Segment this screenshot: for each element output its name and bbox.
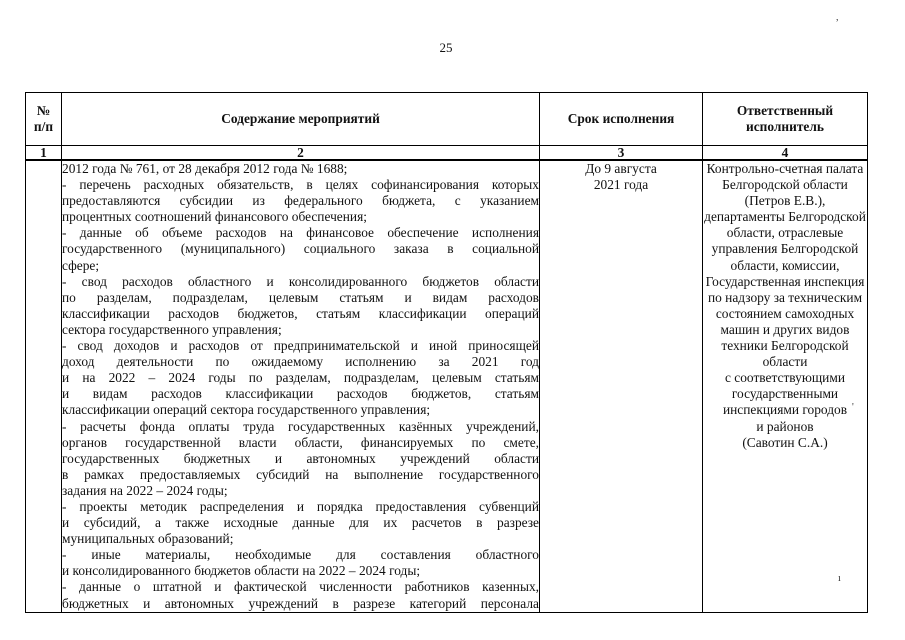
content-line: в рамках предоставляемых субсидий на выполнение государственного: [62, 466, 539, 482]
content-line: и видам расходов классификации расходов бюджетов, статьям: [62, 386, 539, 402]
responsible-line: управления Белгородской: [711, 241, 859, 257]
content-line: государственного (муниципального) социального заказа в социальной: [62, 241, 539, 257]
content-line: и на 2022 – 2024 годы по разделам, подразделам, целевым статьям: [62, 370, 539, 386]
scan-speck: ,: [836, 12, 839, 23]
responsible-cell: [703, 160, 868, 612]
content-line: - свод расходов областного и консолидированного бюджетов области: [62, 273, 539, 289]
content-line: задания на 2022 – 2024 годы;: [62, 482, 228, 498]
column-number: 3: [540, 146, 703, 161]
scan-speck: ı: [838, 573, 841, 584]
responsible-line: области, отраслевые: [726, 225, 844, 241]
content-line: - свод доходов и расходов от предпринимательской и иной приносящей: [62, 338, 539, 354]
header-num-line-1: №: [36, 103, 51, 118]
content-line: и консолидированного бюджетов области на 2022 – 2024 годы;: [62, 563, 421, 579]
content-line: бюджетных и автономных учреждений в разрезе категорий персонала: [62, 595, 539, 611]
scan-speck: ': [852, 402, 854, 413]
responsible-line: (Савотин С.А.): [742, 434, 828, 450]
row-number-cell: [26, 160, 62, 612]
responsible-line: государственными: [731, 386, 839, 402]
responsible-line: по надзору за техническим: [707, 289, 863, 305]
content-line: органов государственной власти области, финансируемых по смете,: [62, 434, 539, 450]
deadline-line: 2021 года: [593, 177, 649, 193]
header-content: Содержание мероприятий: [62, 93, 540, 146]
content-line: сфере;: [62, 257, 100, 273]
content-line: - иные материалы, необходимые для составления областного: [62, 547, 539, 563]
content-line: 2012 года № 761, от 28 декабря 2012 года № 1688;: [62, 161, 348, 176]
header-num-line-2: п/п: [33, 119, 54, 134]
responsible-line: с соответствующими: [725, 370, 845, 386]
header-responsible-line-1: Ответственный: [736, 103, 834, 118]
events-table: [25, 92, 868, 613]
page-number: 25: [439, 40, 453, 55]
content-line: предоставляются субсидии из федерального бюджета, с указанием: [62, 193, 539, 209]
responsible-line: Контрольно-счетная палата: [706, 161, 864, 176]
content-line: - проекты методик распределения и порядка предоставления субвенций: [62, 498, 539, 514]
content-line: - перечень расходных обязательств, в целях софинансирования которых: [62, 177, 539, 193]
responsible-line: состоянием самоходных: [715, 305, 855, 321]
content-line: - данные об объеме расходов на финансовое обеспечение исполнения: [62, 225, 539, 241]
responsible-line: Государственная инспекция: [705, 273, 865, 289]
responsible-line: (Петров Е.В.),: [744, 193, 826, 209]
content-line: классификации расходов бюджетов, статьям классификации операций: [62, 305, 539, 321]
header-num: [26, 93, 62, 146]
deadline-line: До 9 августа: [585, 161, 657, 176]
content-line: сектора государственного управления;: [62, 321, 282, 337]
header-row: [26, 93, 868, 146]
content-line: государственных бюджетных и автономных учреждений области: [62, 450, 539, 466]
responsible-line: техники Белгородской: [721, 338, 849, 354]
column-number: 1: [26, 146, 62, 161]
responsible-line: и районов: [756, 418, 814, 434]
responsible-line: области, комиссии,: [730, 257, 840, 273]
header-deadline: Срок исполнения: [540, 93, 703, 146]
content-line: по разделам, подразделам, целевым статьям и видам расходов: [62, 289, 539, 305]
content-line: доход деятельности по ожидаемому исполнению за 2021 год: [62, 354, 539, 370]
content-line: классификации операций сектора государственного управления;: [62, 402, 431, 418]
column-number: 2: [62, 146, 540, 161]
content-line: - расчеты фонда оплаты труда государственных казённых учреждений,: [62, 418, 539, 434]
content-line: муниципальных образований;: [62, 531, 234, 547]
column-number-row: [26, 146, 868, 161]
responsible-line: Белгородской области: [722, 177, 848, 193]
column-number: 4: [703, 146, 868, 161]
responsible-line: инспекциями городов: [722, 402, 848, 418]
responsible-line: области: [762, 354, 808, 370]
header-responsible-line-2: исполнитель: [746, 119, 824, 134]
responsible-line: машин и других видов: [720, 321, 850, 337]
content-line: - данные о штатной и фактической численности работников казенных,: [62, 579, 539, 595]
deadline-cell: [540, 160, 703, 612]
content-line: и субсидий, а также исходные данные для их расчетов в разрезе: [62, 515, 539, 531]
content-cell: [62, 160, 540, 612]
content-line: процентных соотношений финансового обеспечения;: [62, 209, 367, 225]
header-responsible: [703, 93, 868, 146]
responsible-line: департаменты Белгородской: [704, 209, 866, 225]
table-row: [26, 160, 868, 612]
